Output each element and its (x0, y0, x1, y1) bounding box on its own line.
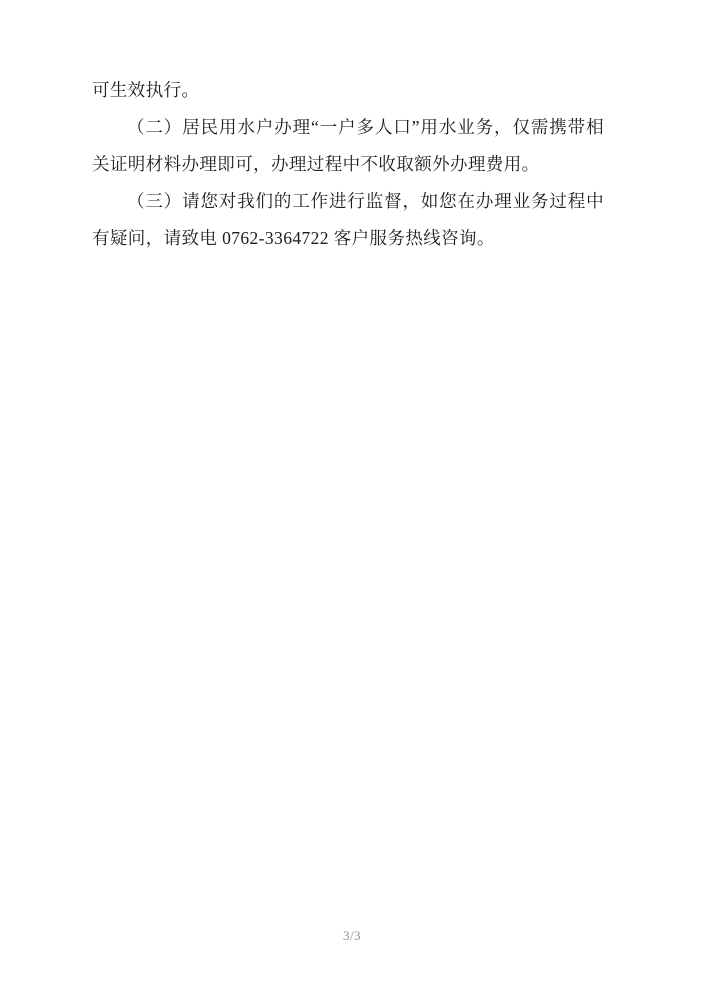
paragraph-continuation: 可生效执行。 (92, 80, 200, 100)
paragraph-item-three: （三）请您对我们的工作进行监督，如您在办理业务过程中有疑问，请致电 0762-3364722 客户服务热线咨询。 (92, 191, 604, 248)
page-number-footer: 3/3 (342, 928, 362, 943)
document-body (92, 72, 604, 257)
paragraph-item-two: （二）居民用水户办理“一户多人口”用水业务，仅需携带相关证明材料办理即可，办理过程中不收取额外办理费用。 (92, 117, 604, 174)
